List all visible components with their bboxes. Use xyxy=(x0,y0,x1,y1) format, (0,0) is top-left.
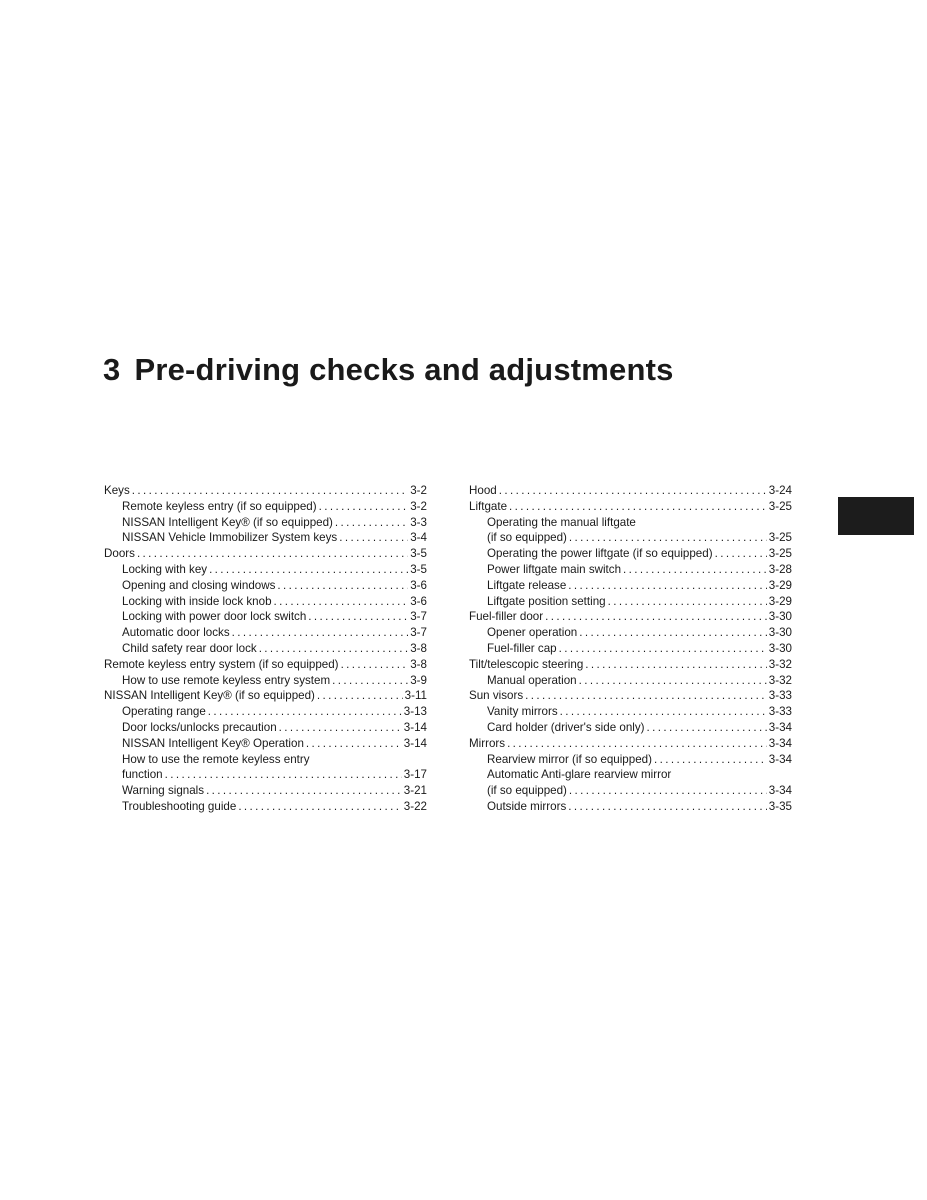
toc-leader-dots xyxy=(579,673,767,689)
toc-entry[interactable] xyxy=(104,625,427,641)
toc-entry[interactable] xyxy=(469,752,792,768)
toc-leader-dots xyxy=(569,783,767,799)
toc-entry-title: Outside mirrors xyxy=(487,799,567,813)
toc-entry-page: 3-25 xyxy=(768,499,792,513)
toc-entry[interactable] xyxy=(469,625,792,641)
toc-leader-dots xyxy=(208,704,402,720)
toc-entry-page: 3-34 xyxy=(768,752,792,766)
toc-leader-dots xyxy=(317,688,403,704)
toc-leader-dots xyxy=(206,783,402,799)
toc-entry-page: 3-34 xyxy=(768,720,792,734)
toc-entry[interactable] xyxy=(104,609,427,625)
toc-entry-page: 3-29 xyxy=(768,578,792,592)
toc-entry-title: (if so equipped) xyxy=(487,784,567,798)
chapter-title-text: Pre-driving checks and adjustments xyxy=(134,352,674,387)
toc-entry[interactable] xyxy=(104,752,427,768)
toc-entry-title: Fuel-filler cap xyxy=(487,641,557,655)
toc-entry-title: Operating the power liftgate (if so equipped) xyxy=(487,547,713,561)
toc-entry-title: Manual operation xyxy=(487,673,577,687)
toc-entry[interactable] xyxy=(104,641,427,657)
toc-entry-title: Locking with key xyxy=(122,562,208,576)
toc-entry-page: 3-30 xyxy=(768,626,792,640)
toc-entry-title: Tilt/telescopic steering xyxy=(469,657,584,671)
toc-entry-title: Vanity mirrors xyxy=(487,705,558,719)
toc-entry[interactable] xyxy=(469,736,792,752)
toc-entry-page: 3-6 xyxy=(410,594,427,608)
toc-entry-page: 3-14 xyxy=(403,720,427,734)
toc-leader-dots xyxy=(306,736,402,752)
toc-entry-title: Automatic door locks xyxy=(122,626,230,640)
toc-entry[interactable] xyxy=(469,609,792,625)
toc-leader-dots xyxy=(507,736,767,752)
toc-leader-dots xyxy=(509,499,767,515)
toc-entry-page: 3-29 xyxy=(768,594,792,608)
toc-leader-dots xyxy=(647,720,767,736)
toc-entry[interactable] xyxy=(104,499,427,515)
toc-entry[interactable] xyxy=(469,499,792,515)
toc-entry-page: 3-2 xyxy=(410,499,427,513)
toc-entry[interactable] xyxy=(469,578,792,594)
toc-leader-dots xyxy=(277,578,408,594)
toc-entry[interactable] xyxy=(469,799,792,815)
toc-entry-page: 3-6 xyxy=(410,578,427,592)
toc-entry[interactable] xyxy=(104,783,427,799)
toc-entry-page: 3-30 xyxy=(768,641,792,655)
toc-leader-dots xyxy=(259,641,409,657)
toc-entry-page: 3-13 xyxy=(403,705,427,719)
toc-entry-title: (if so equipped) xyxy=(487,531,567,545)
toc-leader-dots xyxy=(568,578,767,594)
toc-entry[interactable] xyxy=(469,688,792,704)
toc-entry[interactable] xyxy=(104,515,427,531)
toc-entry[interactable] xyxy=(469,783,792,799)
toc-entry-title: function xyxy=(122,768,163,782)
toc-entry[interactable] xyxy=(104,767,427,783)
toc-entry-title: Liftgate position setting xyxy=(487,594,606,608)
toc-entry[interactable] xyxy=(104,594,427,610)
toc-entry-title: Liftgate release xyxy=(487,578,567,592)
toc-entry-page: 3-5 xyxy=(410,562,427,576)
toc-leader-dots xyxy=(279,720,402,736)
toc-leader-dots xyxy=(559,641,767,657)
toc-entry-page: 3-34 xyxy=(768,736,792,750)
toc-leader-dots xyxy=(209,562,408,578)
toc-entry-title: Troubleshooting guide xyxy=(122,799,237,813)
toc-entry-title: Child safety rear door lock xyxy=(122,641,257,655)
toc-entry-page: 3-28 xyxy=(768,562,792,576)
toc-leader-dots xyxy=(232,625,409,641)
chapter-thumb-tab xyxy=(838,497,914,535)
toc-leader-dots xyxy=(341,657,409,673)
toc-entry-title: Liftgate xyxy=(469,499,508,513)
toc-entry[interactable] xyxy=(104,546,427,562)
toc-entry-page: 3-11 xyxy=(404,689,427,703)
toc-leader-dots xyxy=(339,530,408,546)
toc-leader-dots xyxy=(560,704,767,720)
toc-entry-title: Opener operation xyxy=(487,626,578,640)
toc-leader-dots xyxy=(569,530,767,546)
toc-entry[interactable] xyxy=(104,799,427,815)
toc-leader-dots xyxy=(499,483,767,499)
toc-leader-dots xyxy=(568,799,767,815)
toc-entry-page: 3-17 xyxy=(403,768,427,782)
toc-leader-dots xyxy=(579,625,767,641)
toc-entry-title: NISSAN Intelligent Key® (if so equipped) xyxy=(122,515,333,529)
toc-entry[interactable] xyxy=(469,515,792,531)
toc-entry-page: 3-25 xyxy=(768,547,792,561)
toc-entry-page: 3-33 xyxy=(768,689,792,703)
toc-entry-title: NISSAN Intelligent Key® (if so equipped) xyxy=(104,689,315,703)
toc-entry[interactable] xyxy=(469,483,792,499)
toc-entry-page: 3-35 xyxy=(768,799,792,813)
toc-entry-page: 3-5 xyxy=(410,547,427,561)
toc-entry-page: 3-8 xyxy=(410,641,427,655)
toc-entry-title: Power liftgate main switch xyxy=(487,562,622,576)
toc-entry[interactable] xyxy=(104,530,427,546)
toc-leader-dots xyxy=(165,767,402,783)
toc-entry-title: NISSAN Intelligent Key® Operation xyxy=(122,736,304,750)
toc-entry-title: Locking with inside lock knob xyxy=(122,594,272,608)
toc-entry[interactable] xyxy=(104,578,427,594)
toc-entry-page: 3-21 xyxy=(403,784,427,798)
toc-entry-title: Mirrors xyxy=(469,736,506,750)
toc-entry[interactable] xyxy=(104,562,427,578)
toc-entry-page: 3-7 xyxy=(410,610,427,624)
toc-entry-title: Door locks/unlocks precaution xyxy=(122,720,277,734)
toc-entry-title: Fuel-filler door xyxy=(469,610,544,624)
toc-leader-dots xyxy=(608,594,767,610)
toc-entry[interactable] xyxy=(469,546,792,562)
toc-entry-page: 3-22 xyxy=(403,799,427,813)
toc-entry[interactable] xyxy=(469,530,792,546)
toc-entry[interactable] xyxy=(104,483,427,499)
toc-entry[interactable] xyxy=(104,736,427,752)
toc-entry-page: 3-25 xyxy=(768,531,792,545)
toc-leader-dots xyxy=(274,594,409,610)
toc-entry-page: 3-30 xyxy=(768,610,792,624)
toc-entry-title: Sun visors xyxy=(469,689,524,703)
toc-entry-page: 3-14 xyxy=(403,736,427,750)
toc-entry[interactable] xyxy=(104,720,427,736)
toc-entry-title: Opening and closing windows xyxy=(122,578,276,592)
toc-entry-page: 3-2 xyxy=(410,484,427,497)
toc-entry[interactable] xyxy=(469,720,792,736)
toc-entry-page: 3-8 xyxy=(410,657,427,671)
toc-leader-dots xyxy=(525,688,767,704)
toc-entry-title: Automatic Anti-glare rearview mirror xyxy=(487,768,672,782)
toc-entry-title: Card holder (driver's side only) xyxy=(487,720,645,734)
toc-entry-title: Hood xyxy=(469,484,497,497)
toc-entry-title: Operating the manual liftgate xyxy=(487,515,636,529)
toc-entry[interactable] xyxy=(469,767,792,783)
toc-entry[interactable] xyxy=(469,704,792,720)
toc-leader-dots xyxy=(332,673,408,689)
toc-leader-dots xyxy=(137,546,408,562)
toc-right-column xyxy=(469,483,792,815)
toc-entry-page: 3-4 xyxy=(410,531,427,545)
toc-leader-dots xyxy=(715,546,767,562)
toc-entry-title: How to use remote keyless entry system xyxy=(122,673,331,687)
toc-leader-dots xyxy=(545,609,767,625)
toc-entry[interactable] xyxy=(469,594,792,610)
toc-entry[interactable] xyxy=(469,657,792,673)
toc-entry[interactable] xyxy=(469,673,792,689)
toc-left-column xyxy=(104,483,427,815)
toc-entry-title: Rearview mirror (if so equipped) xyxy=(487,752,652,766)
toc-entry-title: Keys xyxy=(104,484,130,497)
toc-entry-title: Locking with power door lock switch xyxy=(122,610,307,624)
toc-entry-page: 3-32 xyxy=(768,657,792,671)
chapter-number: 3 xyxy=(103,352,121,387)
toc-leader-dots xyxy=(132,483,408,499)
toc-entry-title: Warning signals xyxy=(122,784,205,798)
toc-entry-title: NISSAN Vehicle Immobilizer System keys xyxy=(122,531,338,545)
toc-entry-page: 3-9 xyxy=(410,673,427,687)
toc-entry-title: Operating range xyxy=(122,705,206,719)
toc-entry-title: Remote keyless entry (if so equipped) xyxy=(122,499,317,513)
toc-entry-page: 3-24 xyxy=(768,484,792,497)
toc-entry-page: 3-32 xyxy=(768,673,792,687)
toc-entry[interactable] xyxy=(104,704,427,720)
toc-entry-page: 3-33 xyxy=(768,705,792,719)
toc-entry-page: 3-34 xyxy=(768,784,792,798)
toc-leader-dots xyxy=(308,609,408,625)
chapter-title xyxy=(103,350,674,390)
toc-entry[interactable] xyxy=(469,562,792,578)
toc-entry[interactable] xyxy=(469,641,792,657)
toc-entry-page: 3-3 xyxy=(410,515,427,529)
toc-entry-title: How to use the remote keyless entry xyxy=(122,752,310,766)
toc-leader-dots xyxy=(654,752,767,768)
toc-leader-dots xyxy=(238,799,401,815)
toc-entry[interactable] xyxy=(104,688,427,704)
toc-leader-dots xyxy=(335,515,408,531)
toc-entry[interactable] xyxy=(104,673,427,689)
toc-leader-dots xyxy=(585,657,767,673)
toc-leader-dots xyxy=(319,499,409,515)
toc-entry-title: Remote keyless entry system (if so equipped) xyxy=(104,657,339,671)
toc-entry-title: Doors xyxy=(104,547,135,561)
toc-entry-page: 3-7 xyxy=(410,626,427,640)
toc-leader-dots xyxy=(623,562,767,578)
toc-entry[interactable] xyxy=(104,657,427,673)
